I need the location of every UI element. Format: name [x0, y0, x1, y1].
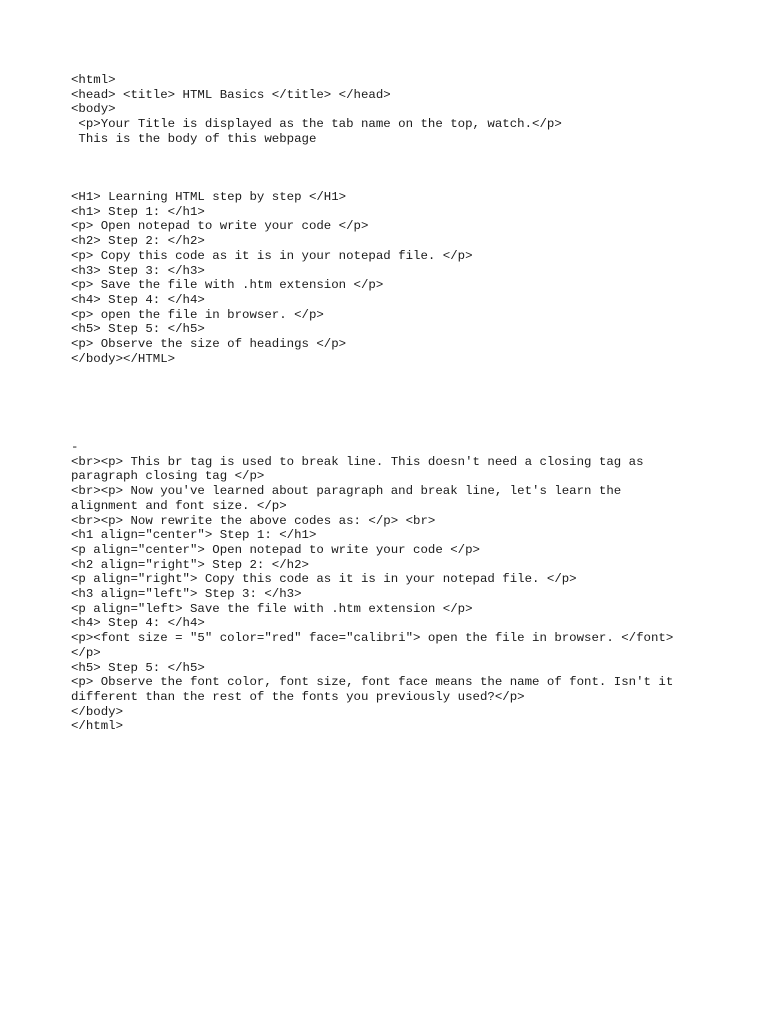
code-line: - [71, 440, 79, 454]
code-line: <p>Your Title is displayed as the tab name on the top, watch.</p> [71, 117, 562, 132]
code-line: </body></HTML> [71, 351, 176, 366]
code-line: <body> [71, 102, 116, 117]
code-line: <p align="left> Save the file with .htm extension </p> [71, 601, 473, 616]
code-line: alignment and font size. </p> [71, 498, 287, 513]
code-line: <p> Open notepad to write your code </p> [71, 219, 369, 234]
code-line: <p> Copy this code as it is in your notepad file. </p> [71, 248, 473, 263]
code-line: <h2> Step 2: </h2> [71, 234, 205, 249]
code-line: <h3 align="left"> Step 3: </h3> [71, 587, 302, 602]
code-line: <p> open the file in browser. </p> [71, 307, 324, 322]
code-line: <h1> Step 1: </h1> [71, 204, 205, 219]
code-line: different than the rest of the fonts you previously used?</p> [71, 689, 525, 704]
code-line: <h4> Step 4: </h4> [71, 616, 205, 631]
code-line: <p align="right"> Copy this code as it is in your notepad file. </p> [71, 572, 577, 587]
code-line: This is the body of this webpage [71, 131, 317, 146]
code-line: <h5> Step 5: </h5> [71, 660, 205, 675]
code-line: <br><p> Now rewrite the above codes as: </p> <br> [71, 513, 436, 528]
code-block-alignment-font [71, 440, 701, 734]
code-line: <p><font size = "5" color="red" face="calibri"> open the file in browser. </font> [71, 631, 674, 646]
code-line: <h1 align="center"> Step 1: </h1> [71, 528, 317, 543]
code-line: <br><p> Now you've learned about paragraph and break line, let's learn the [71, 484, 622, 499]
code-line: <p> Save the file with .htm extension </p> [71, 278, 384, 293]
code-line: <h5> Step 5: </h5> [71, 322, 205, 337]
code-line: paragraph closing tag </p> [71, 469, 265, 484]
code-line: <br><p> This br tag is used to break line. This doesn't need a closing tag as [71, 454, 644, 469]
code-line: <h4> Step 4: </h4> [71, 292, 205, 307]
code-line: </html> [71, 719, 124, 734]
code-line: <head> <title> HTML Basics </title> </head> [71, 87, 391, 102]
code-line: <html> [71, 73, 116, 87]
code-line: </body> [71, 704, 124, 719]
code-line: <H1> Learning HTML step by step </H1> [71, 190, 347, 204]
code-line: <p> Observe the size of headings </p> [71, 337, 347, 352]
code-line: </p> [71, 645, 101, 660]
code-line: <p align="center"> Open notepad to write your code </p> [71, 542, 480, 557]
code-line: <p> Observe the font color, font size, font face means the name of font. Isn't it [71, 675, 674, 690]
code-line: <h3> Step 3: </h3> [71, 263, 205, 278]
code-block-html-basics [71, 73, 701, 147]
code-line: <h2 align="right"> Step 2: </h2> [71, 557, 309, 572]
code-block-headings [71, 190, 701, 366]
